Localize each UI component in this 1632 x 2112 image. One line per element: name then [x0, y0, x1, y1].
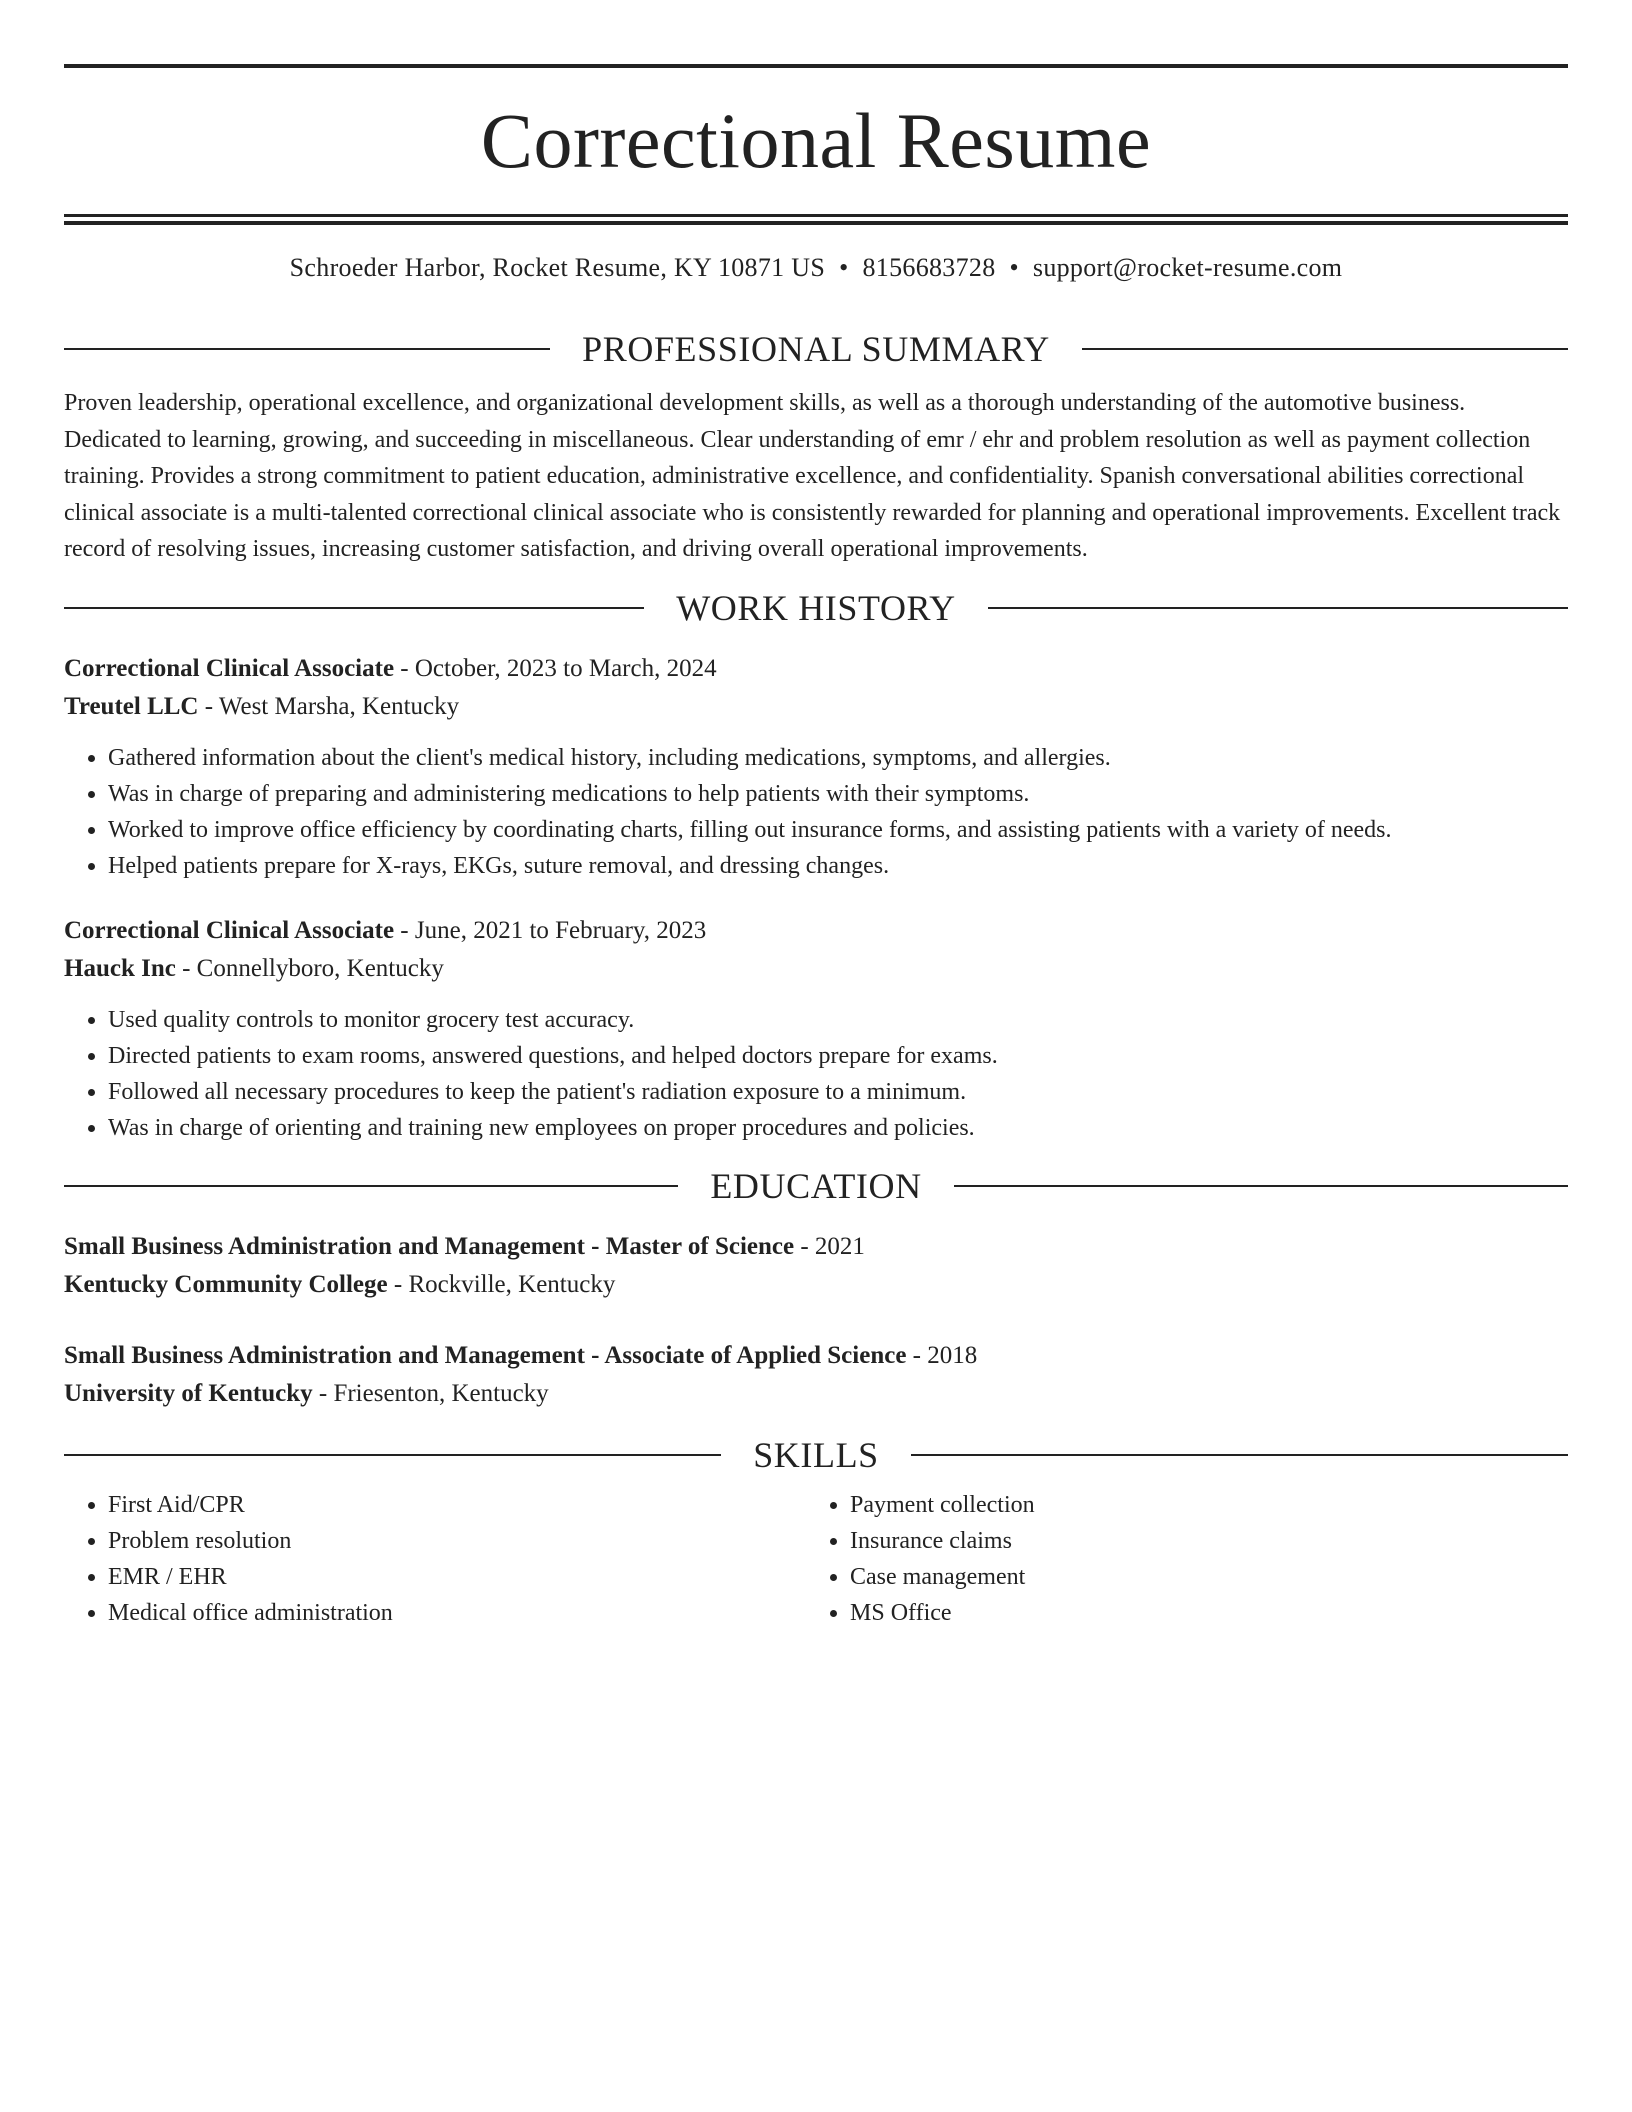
- section-header-skills: [64, 1434, 1568, 1475]
- section-rule-right: [954, 1185, 1568, 1187]
- section-title-education: EDUCATION: [710, 1165, 922, 1206]
- section-title-work: WORK HISTORY: [676, 587, 956, 628]
- section-title-skills: SKILLS: [753, 1434, 879, 1475]
- job-dates: October, 2023 to March, 2024: [414, 654, 717, 682]
- section-rule-left: [64, 348, 550, 350]
- list-item: • Helped patients prepare for X-rays, EKGs, suture removal, and dressing changes.: [108, 848, 1568, 884]
- summary-text: Proven leadership, operational excellence, and organizational development skills, as well as a thorough understanding of the automotive business. Dedicated to learning, growing, and succeeding in miscellaneous. Clear understanding of emr / ehr and problem resolution as well as payment collection training. Provides a strong commitment to patient education, administrative excellence, and confidentiality. Spanish conversational abilities correctional clinical associate is a multi-talented correctional clinical associate who is consistently rewarded for planning and operational improvements. Excellent track record of resolving issues, increasing customer satisfaction, and driving overall operational improvements.: [64, 390, 1561, 562]
- school: Kentucky Community College: [64, 1270, 388, 1298]
- job-company-line: Treutel LLC - West Marsha, Kentucky: [64, 692, 460, 720]
- school-location: Friesenton, Kentucky: [333, 1379, 549, 1407]
- skills-column-left: [64, 1487, 806, 1631]
- section-rule-right: [1082, 348, 1568, 350]
- degree: Small Business Administration and Management - Master of Science: [64, 1232, 795, 1260]
- section-rule-left: [64, 1454, 721, 1456]
- skill-item: • First Aid/CPR: [108, 1487, 806, 1523]
- job-company-line: Hauck Inc - Connellyboro, Kentucky: [64, 954, 444, 982]
- degree-line: Small Business Administration and Management - Master of Science - 2021: [64, 1232, 865, 1260]
- list-item: • Directed patients to exam rooms, answered questions, and helped doctors prepare for exams.: [108, 1038, 1568, 1074]
- job-dates: June, 2021 to February, 2023: [414, 916, 707, 944]
- skill-item: • EMR / EHR: [108, 1559, 806, 1595]
- degree: Small Business Administration and Management - Associate of Applied Science: [64, 1341, 907, 1369]
- education-entry: [64, 1337, 1568, 1413]
- section-header-summary: [64, 331, 1568, 367]
- section-rule-left: [64, 607, 644, 609]
- degree-line: Small Business Administration and Management - Associate of Applied Science - 2018: [64, 1341, 978, 1369]
- skill-item: • Medical office administration: [108, 1595, 806, 1631]
- list-item: • Was in charge of preparing and administering medications to help patients with their symptoms.: [108, 776, 1568, 812]
- contact-phone: 8156683728: [862, 253, 996, 282]
- graduation-year: 2021: [814, 1232, 865, 1260]
- skill-item: • Payment collection: [850, 1487, 1548, 1523]
- job-bullets: [64, 740, 1568, 884]
- contact-email: support@rocket-resume.com: [1032, 253, 1343, 282]
- skill-item: • Problem resolution: [108, 1523, 806, 1559]
- skill-item: • Insurance claims: [850, 1523, 1548, 1559]
- job-location: West Marsha, Kentucky: [218, 692, 460, 720]
- skill-item: • MS Office: [850, 1595, 1548, 1631]
- school-line: Kentucky Community College - Rockville, Kentucky: [64, 1270, 616, 1298]
- section-title-summary: PROFESSIONAL SUMMARY: [582, 329, 1050, 369]
- section-rule-left: [64, 1185, 678, 1187]
- list-item: • Worked to improve office efficiency by coordinating charts, filling out insurance forms, and assisting patients with a variety of needs.: [108, 812, 1568, 848]
- job-title-line: Correctional Clinical Associate - June, 2021 to February, 2023: [64, 916, 707, 944]
- skills-grid: [64, 1487, 1568, 1631]
- skill-item: • Case management: [850, 1559, 1548, 1595]
- job-title-line: Correctional Clinical Associate - October, 2023 to March, 2024: [64, 654, 717, 682]
- resume-title: Correctional Resume: [480, 97, 1152, 184]
- resume-page: [64, 64, 1568, 1631]
- job-entry: [64, 650, 1568, 884]
- school-line: University of Kentucky - Friesenton, Kentucky: [64, 1379, 549, 1407]
- school-location: Rockville, Kentucky: [408, 1270, 616, 1298]
- graduation-year: 2018: [927, 1341, 978, 1369]
- job-location: Connellyboro, Kentucky: [196, 954, 444, 982]
- top-rule: [64, 64, 1568, 68]
- job-entry: [64, 912, 1568, 1146]
- section-header-education: [64, 1165, 1568, 1206]
- contact-address: Schroeder Harbor, Rocket Resume, KY 10871 US: [289, 253, 826, 282]
- school: University of Kentucky: [64, 1379, 313, 1407]
- skills-column-right: [806, 1487, 1548, 1631]
- contact-line: [64, 253, 1568, 289]
- list-item: • Followed all necessary procedures to keep the patient's radiation exposure to a minimum.: [108, 1074, 1568, 1110]
- section-rule-right: [911, 1454, 1568, 1456]
- list-item: • Was in charge of orienting and training new employees on proper procedures and policies.: [108, 1110, 1568, 1146]
- section-rule-right: [988, 607, 1568, 609]
- education-entry: [64, 1228, 1568, 1304]
- contact-separator: •: [1009, 253, 1019, 282]
- job-bullets: [64, 1002, 1568, 1146]
- job-title: Correctional Clinical Associate: [64, 916, 395, 944]
- list-item: • Used quality controls to monitor grocery test accuracy.: [108, 1002, 1568, 1038]
- job-company: Treutel LLC: [64, 692, 199, 720]
- section-header-work: [64, 587, 1568, 628]
- job-title: Correctional Clinical Associate: [64, 654, 395, 682]
- list-item: • Gathered information about the client's medical history, including medications, symptoms, and allergies.: [108, 740, 1568, 776]
- contact-separator: •: [839, 253, 849, 282]
- title-double-rule: [64, 214, 1568, 225]
- job-company: Hauck Inc: [64, 954, 176, 982]
